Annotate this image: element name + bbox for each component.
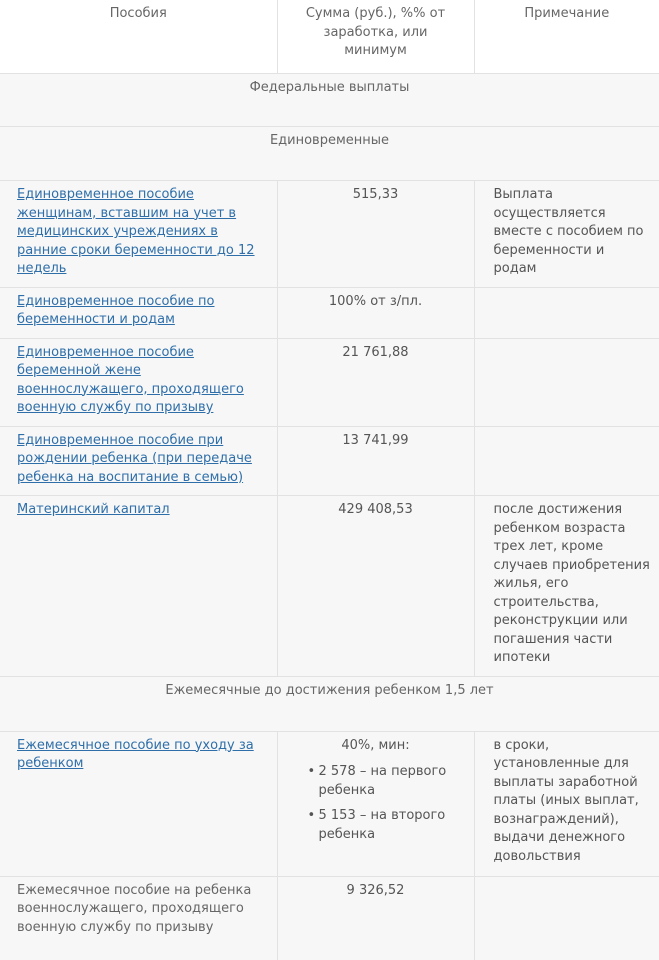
section-title-federal: Федеральные выплаты [0,74,659,127]
benefit-note: Выплата осуществляется вместе с пособием по беременности и родам [474,181,659,288]
section-title-monthly: Ежемесячные до достижения ребенком 1,5 лет [0,676,659,731]
benefit-name: Ежемесячное пособие на ребенка военнослужащего, проходящего военную службу по призыву [17,882,252,935]
benefit-note: в сроки, установленные для выплаты заработной платы (иных выплат, вознаграждений), выдачи денежного довольствия [474,731,659,876]
benefit-name-cell [0,496,277,677]
benefit-link[interactable]: Единовременное пособие по беременности и родам [17,293,215,327]
table-row [0,876,659,960]
benefit-note [474,338,659,426]
table-row [0,496,659,677]
benefit-note [474,876,659,960]
benefit-name-cell [0,338,277,426]
table-row [0,426,659,496]
section-row-monthly [0,676,659,731]
section-row-federal [0,74,659,127]
amount-list-item: • 2 578 – на первого ребенка [308,763,474,800]
header-note: Примечание [474,0,659,74]
benefit-link[interactable]: Ежемесячное пособие по уходу за ребенком [17,737,254,771]
benefit-amount: 515,33 [277,181,474,288]
benefit-link[interactable]: Материнский капитал [17,502,170,517]
benefit-link[interactable]: Единовременное пособие при рождении ребенка (при передаче ребенка на воспитание в семью) [17,432,252,485]
benefit-amount: 429 408,53 [277,496,474,677]
benefit-note [474,426,659,496]
benefit-name-cell [0,876,277,960]
section-title-onetime: Единовременные [0,127,659,181]
benefit-amount: 13 741,99 [277,426,474,496]
benefit-name-cell [0,287,277,338]
benefit-amount: 40%, мин: [341,737,410,753]
table-row [0,338,659,426]
table-row [0,181,659,288]
benefit-link[interactable]: Единовременное пособие беременной жене военнослужащего, проходящего военную службу по призыву [17,344,244,415]
header-benefits: Пособия [0,0,277,74]
benefit-note [474,287,659,338]
benefit-amount-cell [277,731,474,876]
benefit-amount: 21 761,88 [277,338,474,426]
benefit-name-cell [0,181,277,288]
table-header-row [0,0,659,74]
benefit-link[interactable]: Единовременное пособие женщинам, вставшим на учет в медицинских учреждениях в ранние сроки беременности до 12 недель [17,187,255,276]
benefit-amount: 100% от з/пл. [277,287,474,338]
amount-list-item: • 5 153 – на второго ребенка [308,807,474,844]
section-row-onetime [0,127,659,181]
benefit-name-cell [0,731,277,876]
table-row [0,731,659,876]
benefit-note: после достижения ребенком возраста трех лет, кроме случаев приобретения жилья, его строительства, реконструкции или погашения части ипотеки [474,496,659,677]
benefit-amount: 9 326,52 [277,876,474,960]
table-row [0,287,659,338]
header-amount: Сумма (руб.), %% от заработка, или минимум [277,0,474,74]
benefit-name-cell [0,426,277,496]
amount-list [278,763,474,844]
